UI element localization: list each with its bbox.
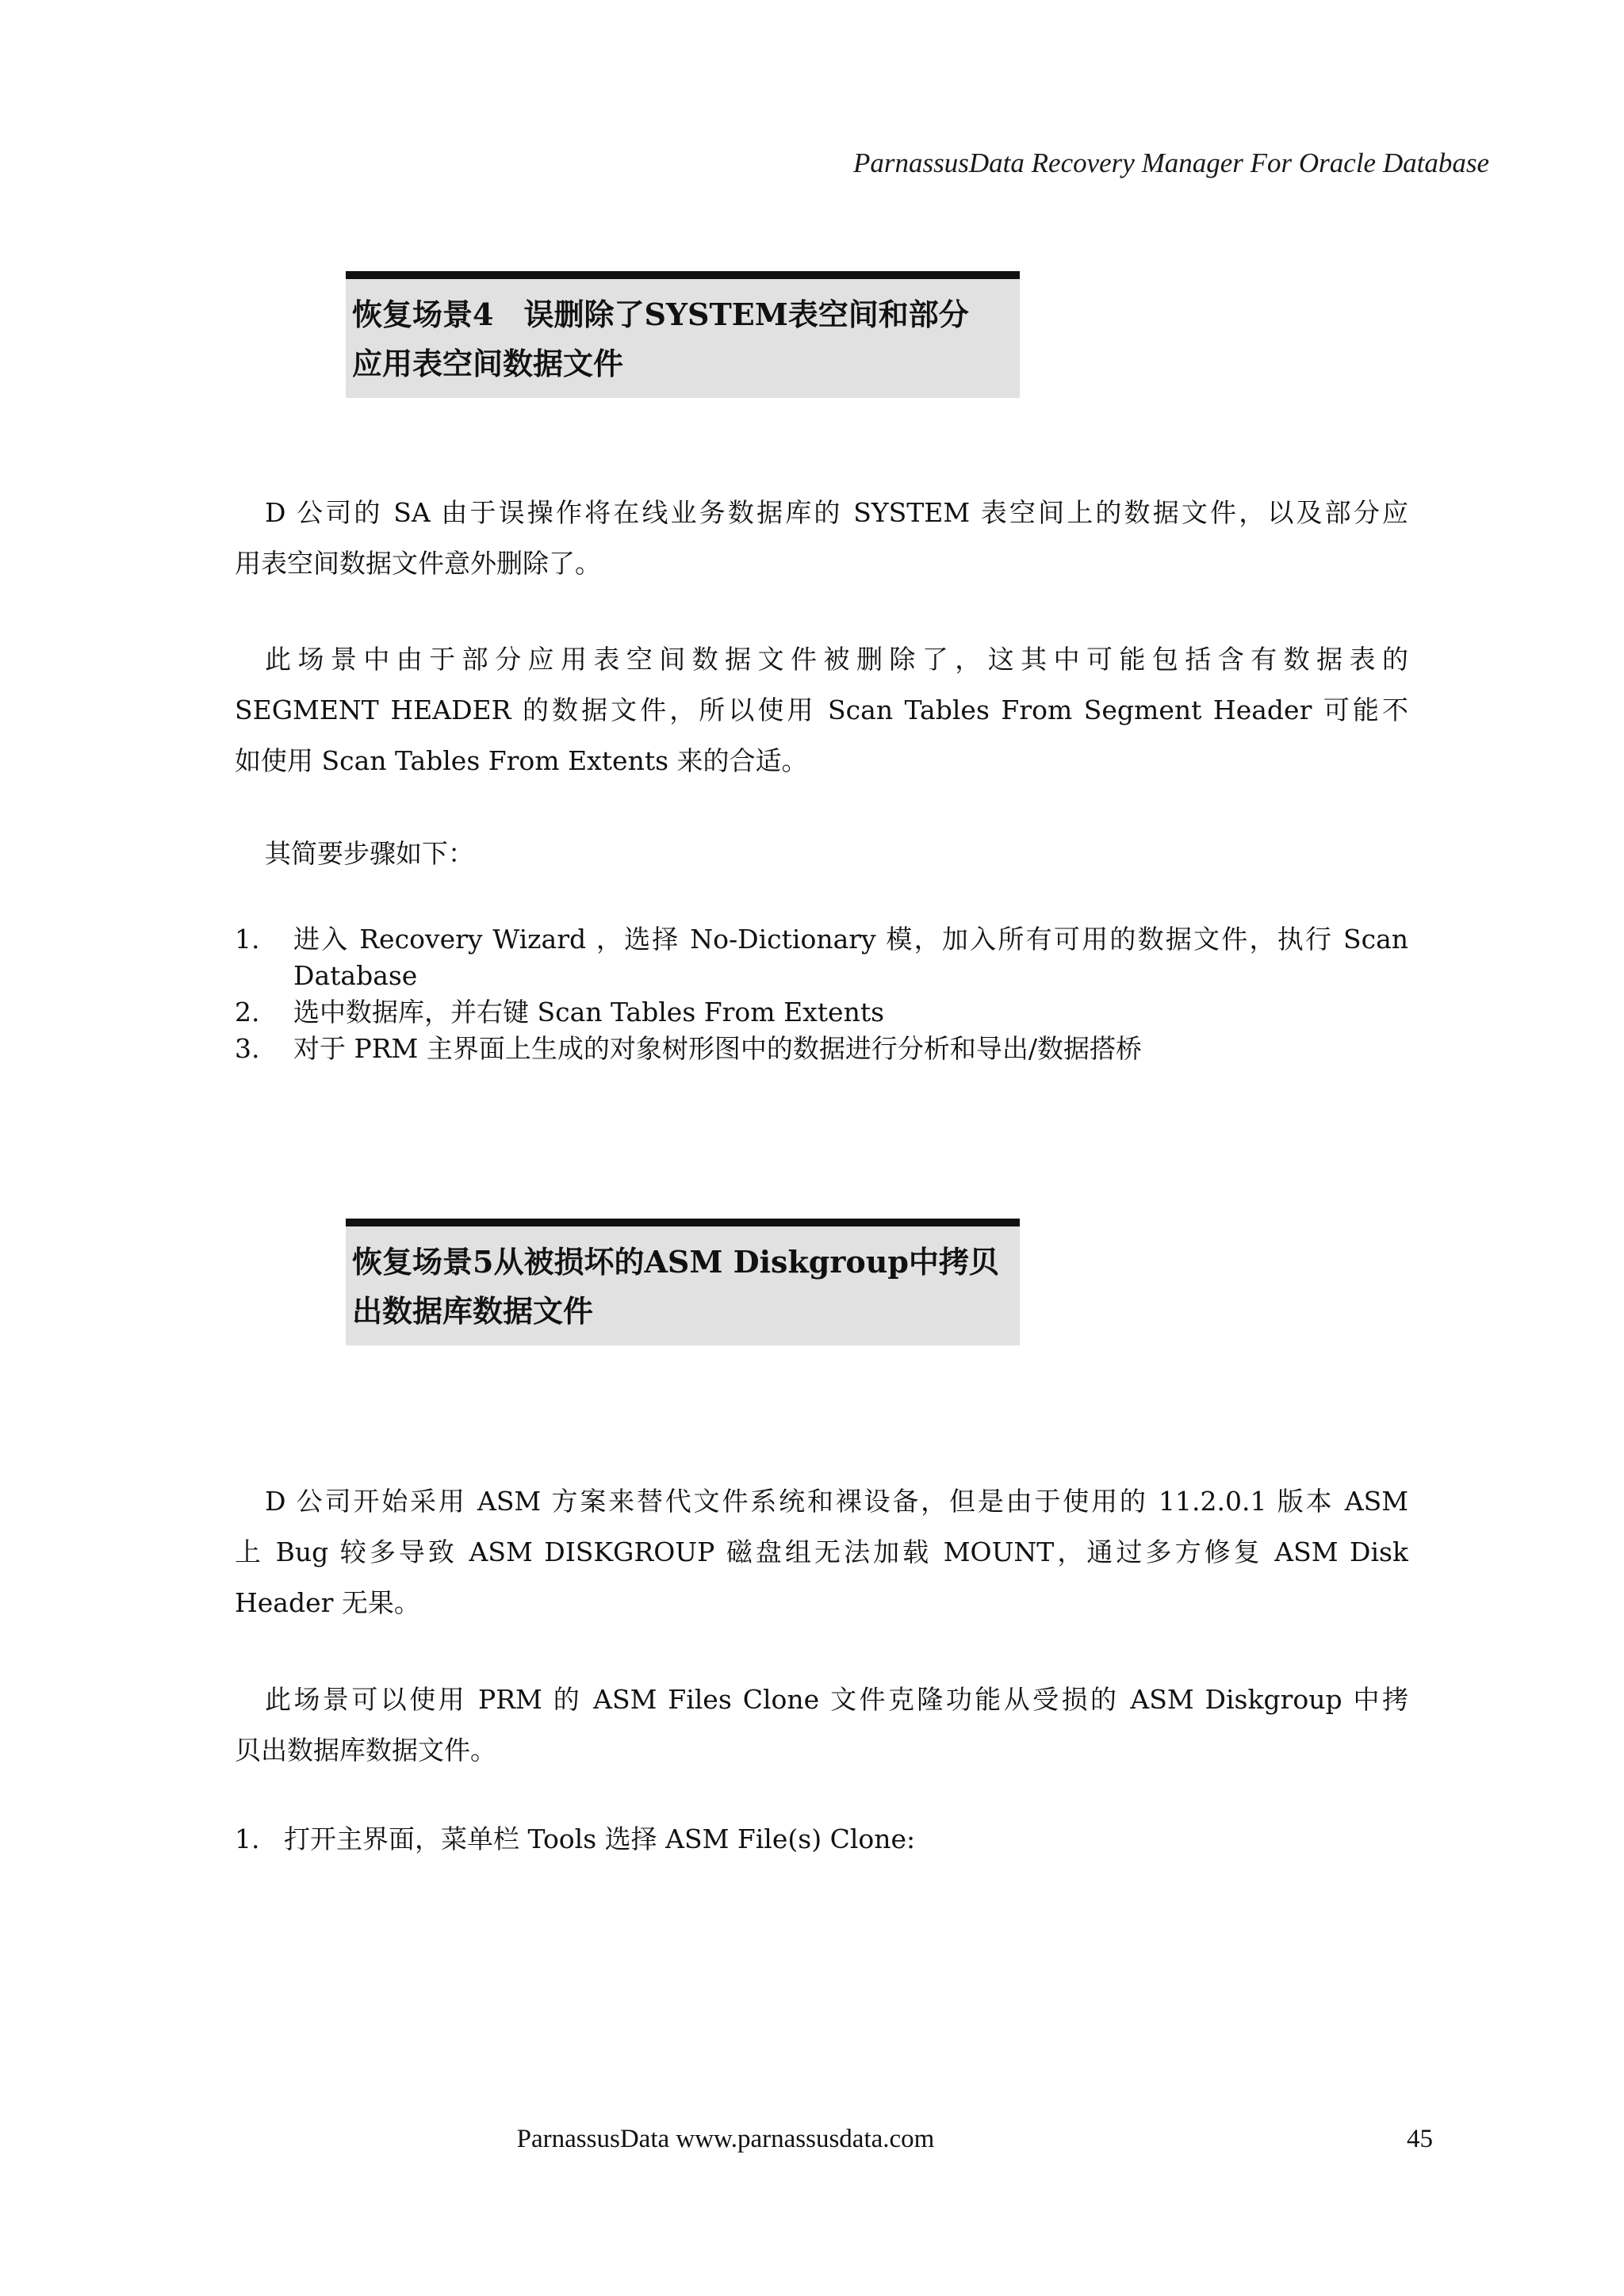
running-header: ParnassusData Recovery Manager For Oracle Database <box>853 147 1489 178</box>
step-number: 1. <box>235 924 260 955</box>
scenario5-steps-list <box>235 1821 1408 1858</box>
list-item <box>235 1821 1408 1858</box>
scenario5-paragraph-2 <box>235 1674 1408 1776</box>
scenario5-paragraph-1 <box>235 1476 1408 1628</box>
scenario4-title-line1: 恢复场景4 误删除了SYSTEM表空间和部分 <box>352 297 969 332</box>
scenario5-para2-line2: 贝出数据库数据文件。 <box>235 1735 496 1766</box>
scenario4-heading <box>346 271 1020 398</box>
scenario5-heading <box>346 1219 1020 1345</box>
scenario5-para2-line1: 此场景可以使用 PRM 的 ASM Files Clone 文件克隆功能从受损的 ASM Diskgroup 中拷 <box>265 1684 1408 1715</box>
scenario5-title-line1: 恢复场景5从被损坏的ASM Diskgroup中拷贝 <box>352 1244 999 1280</box>
scenario4-para1-line2: 用表空间数据文件意外删除了。 <box>235 548 601 579</box>
scenario5-para1-line1: D 公司开始采用 ASM 方案来替代文件系统和裸设备，但是由于使用的 11.2.0.1 版本 ASM <box>265 1486 1408 1517</box>
scenario4-steps-list <box>235 921 1408 1067</box>
scenario4-paragraph-3 <box>235 828 1408 879</box>
scenario4-para2-line1: 此场景中由于部分应用表空间数据文件被删除了，这其中可能包括含有数据表的 <box>265 644 1408 675</box>
step-text-line1: 打开主界面，菜单栏 Tools 选择 ASM File(s) Clone: <box>284 1823 916 1854</box>
scenario4-title-line2: 应用表空间数据文件 <box>352 346 624 381</box>
scenario4-para2-line2: SEGMENT HEADER 的数据文件，所以使用 Scan Tables From Segment Header 可能不 <box>235 695 1408 725</box>
step-number: 2. <box>235 997 260 1027</box>
scenario4-paragraph-1 <box>235 488 1408 589</box>
scenario4-para2-line3: 如使用 Scan Tables From Extents 来的合适。 <box>235 745 808 776</box>
step-text-line2: Database <box>293 960 418 991</box>
scenario5-para1-line3: Header 无果。 <box>235 1587 420 1618</box>
list-item <box>235 1031 1408 1067</box>
page-number: 45 <box>1407 2125 1433 2153</box>
step-number: 3. <box>235 1033 260 1064</box>
scenario4-paragraph-2 <box>235 634 1408 786</box>
list-item <box>235 921 1408 994</box>
step-text-line1: 对于 PRM 主界面上生成的对象树形图中的数据进行分析和导出/数据搭桥 <box>293 1033 1142 1064</box>
scenario5-title-line2: 出数据库数据文件 <box>352 1293 594 1329</box>
step-text-line1: 选中数据库，并右键 Scan Tables From Extents <box>293 997 885 1027</box>
scenario4-para1-line1: D 公司的 SA 由于误操作将在线业务数据库的 SYSTEM 表空间上的数据文件，以及部分应 <box>265 497 1408 528</box>
scenario5-para1-line2: 上 Bug 较多导致 ASM DISKGROUP 磁盘组无法加载 MOUNT，通过多方修复 ASM Disk <box>235 1536 1408 1567</box>
scenario4-para3: 其简要步骤如下： <box>265 838 474 869</box>
step-number: 1. <box>235 1823 260 1854</box>
list-item <box>235 994 1408 1031</box>
step-text-line1: 进入 Recovery Wizard ，选择 No-Dictionary 模，加入所有可用的数据文件，执行 Scan <box>293 924 1408 955</box>
footer-text: ParnassusData www.parnassusdata.com <box>516 2125 935 2153</box>
